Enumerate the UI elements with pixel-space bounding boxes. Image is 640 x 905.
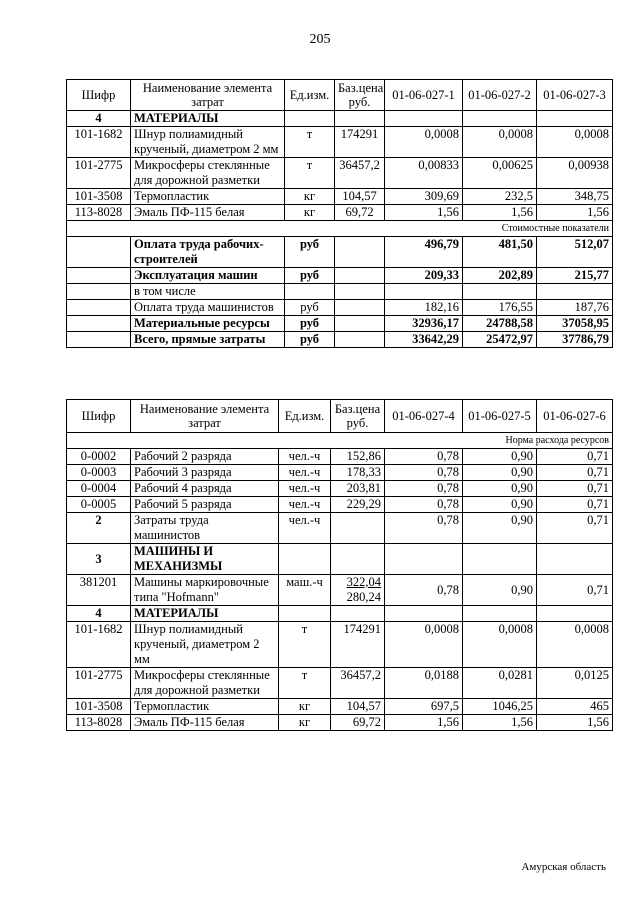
row-unit: т	[285, 158, 335, 189]
row-price: 178,33	[331, 465, 385, 481]
row-value: 0,90	[463, 497, 537, 513]
table-row	[67, 575, 613, 606]
table-header-row	[67, 400, 613, 433]
row-value: 0,90	[463, 575, 537, 606]
cost-table-2	[66, 399, 613, 731]
row-name: Шнур полиамидный крученый, диаметром 2 мм	[131, 622, 279, 668]
table-row	[67, 715, 613, 731]
row-name: Рабочий 5 разряда	[131, 497, 279, 513]
row-price	[331, 575, 385, 606]
row-value: 309,69	[385, 189, 463, 205]
stat-value: 209,33	[385, 268, 463, 284]
row-code: 113-8028	[67, 205, 131, 221]
row-value: 0,90	[463, 513, 537, 544]
stats-row	[67, 268, 613, 284]
row-value: 0,0008	[385, 127, 463, 158]
row-unit: чел.-ч	[279, 481, 331, 497]
row-name: Шнур полиамидный крученый, диаметром 2 мм	[131, 127, 285, 158]
stats-row	[67, 300, 613, 316]
header-col-2: 01-06-027-5	[463, 400, 537, 433]
table-row	[67, 127, 613, 158]
row-name: Микросферы стеклянные для дорожной разметки	[131, 158, 285, 189]
row-price: 152,86	[331, 449, 385, 465]
row-code: 381201	[67, 575, 131, 606]
stats-row	[67, 332, 613, 348]
header-col-1: 01-06-027-4	[385, 400, 463, 433]
row-value: 0,0281	[463, 668, 537, 699]
row-value: 0,0008	[537, 622, 613, 668]
row-price: 69,72	[335, 205, 385, 221]
stat-value: 37058,95	[537, 316, 613, 332]
row-price: 174291	[331, 622, 385, 668]
stat-value: 24788,58	[463, 316, 537, 332]
section-row	[67, 221, 613, 237]
row-price: 203,81	[331, 481, 385, 497]
row-price: 36457,2	[331, 668, 385, 699]
row-code: 0-0004	[67, 481, 131, 497]
table-row	[67, 481, 613, 497]
row-value: 0,71	[537, 497, 613, 513]
row-value: 1,56	[463, 205, 537, 221]
row-value: 0,90	[463, 449, 537, 465]
group-row	[67, 111, 613, 127]
table-row	[67, 513, 613, 544]
row-value: 0,00938	[537, 158, 613, 189]
row-value: 0,71	[537, 513, 613, 544]
row-code: 2	[67, 513, 131, 544]
row-value: 0,0008	[537, 127, 613, 158]
row-code: 101-2775	[67, 158, 131, 189]
row-value: 0,0008	[463, 127, 537, 158]
header-name: Наименование элемента затрат	[131, 400, 279, 433]
cost-table-1	[66, 79, 613, 348]
row-name: Рабочий 2 разряда	[131, 449, 279, 465]
row-value: 1,56	[537, 715, 613, 731]
row-value: 0,90	[463, 481, 537, 497]
stat-value: 37786,79	[537, 332, 613, 348]
header-name: Наименование элемента затрат	[131, 80, 285, 111]
stat-unit: руб	[285, 237, 335, 268]
stat-unit: руб	[285, 332, 335, 348]
group-code: 4	[67, 111, 131, 127]
row-value: 0,71	[537, 575, 613, 606]
row-value: 0,78	[385, 481, 463, 497]
stat-value: 25472,97	[463, 332, 537, 348]
row-value: 0,78	[385, 465, 463, 481]
row-unit: кг	[285, 205, 335, 221]
stat-unit: руб	[285, 300, 335, 316]
page-number: 205	[309, 32, 331, 47]
row-name: Термопластик	[131, 189, 285, 205]
header-col-1: 01-06-027-1	[385, 80, 463, 111]
row-name: Затраты труда машинистов	[131, 513, 279, 544]
stat-value: 512,07	[537, 237, 613, 268]
row-price: 104,57	[331, 699, 385, 715]
stat-value: 187,76	[537, 300, 613, 316]
row-value: 465	[537, 699, 613, 715]
row-name: Эмаль ПФ-115 белая	[131, 715, 279, 731]
header-col-3: 01-06-027-6	[537, 400, 613, 433]
stat-name: Материальные ресурсы	[131, 316, 285, 332]
row-value: 0,71	[537, 465, 613, 481]
table-row	[67, 497, 613, 513]
stat-name: Оплата труда рабочих-строителей	[131, 237, 285, 268]
header-col-3: 01-06-027-3	[537, 80, 613, 111]
stat-value: 496,79	[385, 237, 463, 268]
stat-value: 182,16	[385, 300, 463, 316]
table-row	[67, 189, 613, 205]
stat-value: 33642,29	[385, 332, 463, 348]
stat-value: 202,89	[463, 268, 537, 284]
table-row	[67, 158, 613, 189]
row-value: 1,56	[463, 715, 537, 731]
row-unit: т	[279, 668, 331, 699]
row-unit: кг	[285, 189, 335, 205]
row-value: 0,0008	[463, 622, 537, 668]
stats-row	[67, 316, 613, 332]
row-value: 348,75	[537, 189, 613, 205]
row-value: 0,00833	[385, 158, 463, 189]
table-row	[67, 465, 613, 481]
row-code: 101-1682	[67, 127, 131, 158]
stat-name: Всего, прямые затраты	[131, 332, 285, 348]
header-col-2: 01-06-027-2	[463, 80, 537, 111]
row-price: 69,72	[331, 715, 385, 731]
row-unit: чел.-ч	[279, 497, 331, 513]
row-value: 697,5	[385, 699, 463, 715]
row-code: 101-3508	[67, 699, 131, 715]
price-top: 322,04	[346, 575, 381, 589]
header-code: Шифр	[67, 400, 131, 433]
row-name: Микросферы стеклянные для дорожной разметки	[131, 668, 279, 699]
row-code: 101-1682	[67, 622, 131, 668]
section-label: Стоимостные показатели	[67, 221, 613, 237]
row-value: 0,78	[385, 575, 463, 606]
table-row	[67, 205, 613, 221]
footer-region: Амурская область	[521, 861, 606, 873]
row-value: 0,0008	[385, 622, 463, 668]
row-unit: т	[285, 127, 335, 158]
stat-unit: руб	[285, 316, 335, 332]
group-title: МАТЕРИАЛЫ	[131, 606, 279, 622]
row-code: 101-3508	[67, 189, 131, 205]
row-unit: чел.-ч	[279, 465, 331, 481]
row-code: 101-2775	[67, 668, 131, 699]
row-value: 1,56	[385, 715, 463, 731]
row-price: 36457,2	[335, 158, 385, 189]
header-unit: Ед.изм.	[285, 80, 335, 111]
row-unit: чел.-ч	[279, 449, 331, 465]
row-unit: чел.-ч	[279, 513, 331, 544]
stat-value: 215,77	[537, 268, 613, 284]
row-name: Рабочий 3 разряда	[131, 465, 279, 481]
row-name: Термопластик	[131, 699, 279, 715]
group-row	[67, 544, 613, 575]
row-value: 232,5	[463, 189, 537, 205]
row-value: 0,78	[385, 449, 463, 465]
stat-value: 32936,17	[385, 316, 463, 332]
row-value: 0,00625	[463, 158, 537, 189]
row-value: 1,56	[385, 205, 463, 221]
row-value: 0,90	[463, 465, 537, 481]
stat-unit: руб	[285, 268, 335, 284]
row-value: 1,56	[537, 205, 613, 221]
section-label: Норма расхода ресурсов	[67, 433, 613, 449]
stat-name: Эксплуатация машин	[131, 268, 285, 284]
row-value: 0,71	[537, 481, 613, 497]
table-header-row	[67, 80, 613, 111]
group-title: МАШИНЫ И МЕХАНИЗМЫ	[131, 544, 279, 575]
row-unit: т	[279, 622, 331, 668]
table-row	[67, 668, 613, 699]
section-row	[67, 433, 613, 449]
group-title: МАТЕРИАЛЫ	[131, 111, 285, 127]
stats-row	[67, 237, 613, 268]
row-value: 0,0188	[385, 668, 463, 699]
group-code: 3	[67, 544, 131, 575]
row-unit: кг	[279, 699, 331, 715]
stat-name: в том числе	[131, 284, 285, 300]
table-row	[67, 699, 613, 715]
stats-row	[67, 284, 613, 300]
row-code: 0-0005	[67, 497, 131, 513]
row-unit: кг	[279, 715, 331, 731]
stat-value: 176,55	[463, 300, 537, 316]
group-code: 4	[67, 606, 131, 622]
row-price: 229,29	[331, 497, 385, 513]
row-code: 0-0003	[67, 465, 131, 481]
header-price: Баз.цена руб.	[335, 80, 385, 111]
row-value: 0,71	[537, 449, 613, 465]
row-value: 0,78	[385, 497, 463, 513]
row-code: 113-8028	[67, 715, 131, 731]
row-value: 1046,25	[463, 699, 537, 715]
table-row	[67, 622, 613, 668]
row-code: 0-0002	[67, 449, 131, 465]
header-price: Баз.цена руб.	[331, 400, 385, 433]
stat-name: Оплата труда машинистов	[131, 300, 285, 316]
stat-value: 481,50	[463, 237, 537, 268]
price-bottom: 280,24	[346, 590, 381, 604]
table-row	[67, 449, 613, 465]
row-unit: маш.-ч	[279, 575, 331, 606]
group-row	[67, 606, 613, 622]
header-code: Шифр	[67, 80, 131, 111]
row-price: 104,57	[335, 189, 385, 205]
row-value: 0,78	[385, 513, 463, 544]
row-name: Эмаль ПФ-115 белая	[131, 205, 285, 221]
row-price: 174291	[335, 127, 385, 158]
row-name: Машины маркировочные типа "Hofmann"	[131, 575, 279, 606]
row-name: Рабочий 4 разряда	[131, 481, 279, 497]
row-value: 0,0125	[537, 668, 613, 699]
header-unit: Ед.изм.	[279, 400, 331, 433]
